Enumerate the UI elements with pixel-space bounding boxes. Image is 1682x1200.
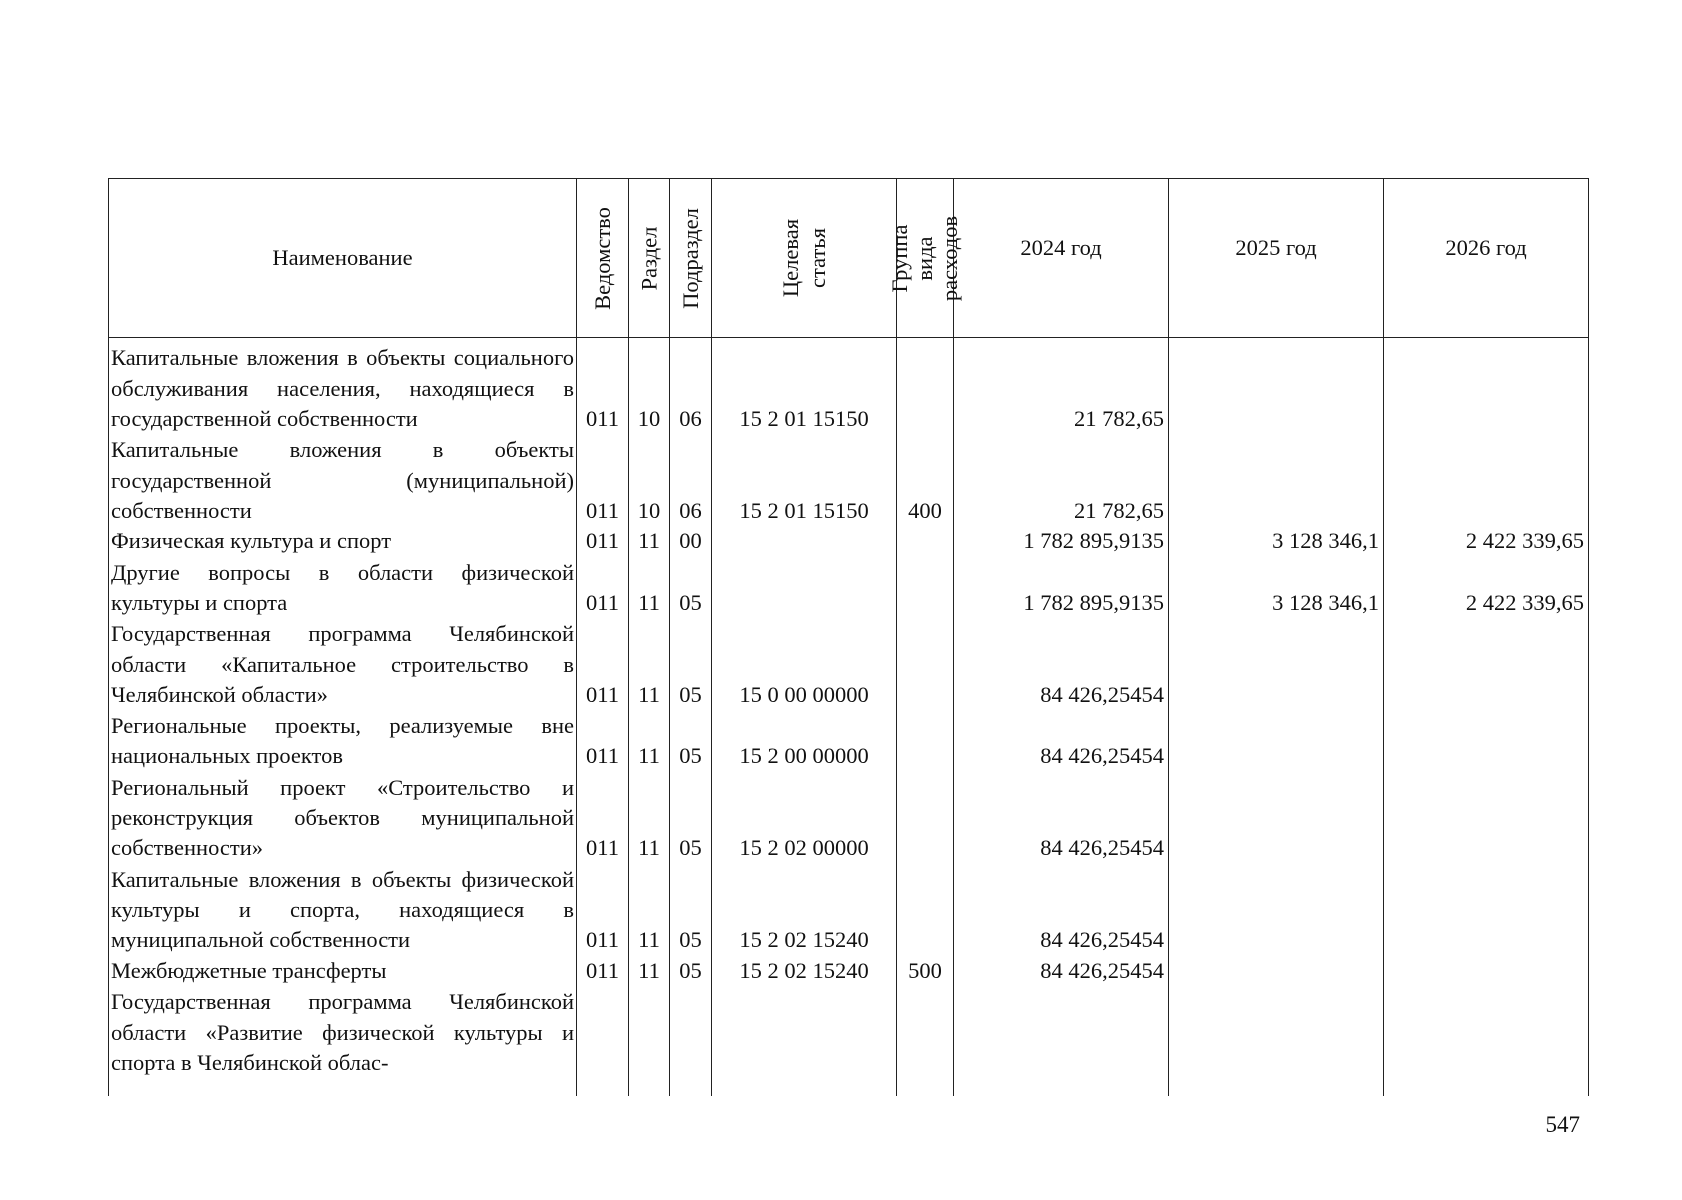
cell-gruppa xyxy=(897,986,954,1078)
cell-vedomstvo: 011 xyxy=(577,526,629,557)
cell-gruppa xyxy=(897,557,954,618)
cell-podrazdel: 05 xyxy=(670,863,712,955)
cell-2026 xyxy=(1384,771,1589,863)
cell-razdel: 11 xyxy=(629,710,670,771)
table-row xyxy=(109,863,1589,955)
cell-vedomstvo: 011 xyxy=(577,955,629,986)
cell-celevaya-statya xyxy=(712,986,897,1078)
cell-celevaya-statya: 15 2 02 00000 xyxy=(712,771,897,863)
cell-razdel: 10 xyxy=(629,338,670,435)
cell-celevaya-statya: 15 2 02 15240 xyxy=(712,863,897,955)
cell-podrazdel: 00 xyxy=(670,526,712,557)
cell-razdel: 11 xyxy=(629,863,670,955)
filler-cell xyxy=(954,1078,1169,1096)
cell-2025 xyxy=(1169,863,1384,955)
header-podrazdel: Подраздел xyxy=(670,179,712,338)
cell-podrazdel: 05 xyxy=(670,557,712,618)
cell-podrazdel: 06 xyxy=(670,434,712,526)
cell-gruppa xyxy=(897,863,954,955)
cell-podrazdel: 05 xyxy=(670,618,712,710)
cell-2024: 21 782,65 xyxy=(954,338,1169,435)
cell-2025: 3 128 346,1 xyxy=(1169,557,1384,618)
cell-gruppa xyxy=(897,618,954,710)
header-razdel: Раздел xyxy=(629,179,670,338)
cell-celevaya-statya: 15 2 02 15240 xyxy=(712,955,897,986)
cell-2024: 1 782 895,9135 xyxy=(954,526,1169,557)
table-row xyxy=(109,771,1589,863)
cell-celevaya-statya: 15 0 00 00000 xyxy=(712,618,897,710)
cell-name: Межбюджетные трансферты xyxy=(109,955,577,986)
cell-podrazdel xyxy=(670,986,712,1078)
cell-vedomstvo: 011 xyxy=(577,863,629,955)
table-body xyxy=(109,338,1589,1097)
cell-podrazdel: 05 xyxy=(670,710,712,771)
header-2024: 2024 год xyxy=(954,179,1169,338)
table-row xyxy=(109,557,1589,618)
cell-vedomstvo: 011 xyxy=(577,557,629,618)
cell-name: Капитальные вложения в объекты физической культуры и спорта, находящиеся в муниципальной собственности xyxy=(109,863,577,955)
header-2026: 2026 год xyxy=(1384,179,1589,338)
cell-name: Региональные проекты, реализуемые вне национальных проектов xyxy=(109,710,577,771)
cell-2024: 84 426,25454 xyxy=(954,771,1169,863)
cell-2026 xyxy=(1384,710,1589,771)
table-row xyxy=(109,338,1589,435)
cell-gruppa xyxy=(897,526,954,557)
cell-2025 xyxy=(1169,710,1384,771)
cell-name: Физическая культура и спорт xyxy=(109,526,577,557)
cell-2024: 84 426,25454 xyxy=(954,863,1169,955)
cell-razdel: 11 xyxy=(629,771,670,863)
cell-razdel: 10 xyxy=(629,434,670,526)
header-2025: 2025 год xyxy=(1169,179,1384,338)
cell-2026: 2 422 339,65 xyxy=(1384,526,1589,557)
cell-2026 xyxy=(1384,618,1589,710)
budget-table xyxy=(108,178,1589,1096)
cell-2024: 84 426,25454 xyxy=(954,955,1169,986)
header-row xyxy=(109,179,1589,338)
cell-vedomstvo: 011 xyxy=(577,338,629,435)
cell-2025 xyxy=(1169,771,1384,863)
filler-cell xyxy=(1384,1078,1589,1096)
cell-vedomstvo: 011 xyxy=(577,710,629,771)
filler-cell xyxy=(1169,1078,1384,1096)
cell-vedomstvo: 011 xyxy=(577,434,629,526)
table-filler-row xyxy=(109,1078,1589,1096)
cell-2025 xyxy=(1169,955,1384,986)
cell-2024: 1 782 895,9135 xyxy=(954,557,1169,618)
table-row xyxy=(109,434,1589,526)
cell-2026 xyxy=(1384,338,1589,435)
cell-podrazdel: 06 xyxy=(670,338,712,435)
header-celevaya-statya: Целевая статья xyxy=(712,179,897,338)
cell-2024: 84 426,25454 xyxy=(954,710,1169,771)
filler-cell xyxy=(712,1078,897,1096)
header-gruppa-vida-rashodov: Группа вида расходов xyxy=(897,179,954,338)
cell-razdel: 11 xyxy=(629,557,670,618)
cell-2024 xyxy=(954,986,1169,1078)
cell-2024: 84 426,25454 xyxy=(954,618,1169,710)
cell-gruppa xyxy=(897,771,954,863)
cell-celevaya-statya: 15 2 00 00000 xyxy=(712,710,897,771)
table-row xyxy=(109,986,1589,1078)
cell-vedomstvo xyxy=(577,986,629,1078)
page-number: 547 xyxy=(1545,1112,1580,1137)
cell-celevaya-statya xyxy=(712,526,897,557)
table-row xyxy=(109,955,1589,986)
filler-cell xyxy=(629,1078,670,1096)
cell-2025 xyxy=(1169,338,1384,435)
cell-2026 xyxy=(1384,434,1589,526)
cell-name: Государственная программа Челябинской области «Развитие физической культуры и спорта в Челябинской облас- xyxy=(109,986,577,1078)
cell-2025: 3 128 346,1 xyxy=(1169,526,1384,557)
cell-name: Капитальные вложения в объекты социального обслуживания населения, находящиеся в государственной собственности xyxy=(109,338,577,435)
cell-razdel: 11 xyxy=(629,618,670,710)
cell-podrazdel: 05 xyxy=(670,771,712,863)
cell-vedomstvo: 011 xyxy=(577,771,629,863)
cell-name: Другие вопросы в области физической культуры и спорта xyxy=(109,557,577,618)
cell-celevaya-statya xyxy=(712,557,897,618)
cell-razdel: 11 xyxy=(629,955,670,986)
cell-celevaya-statya: 15 2 01 15150 xyxy=(712,338,897,435)
cell-gruppa xyxy=(897,338,954,435)
cell-2025 xyxy=(1169,986,1384,1078)
cell-gruppa xyxy=(897,710,954,771)
cell-razdel: 11 xyxy=(629,526,670,557)
cell-2026 xyxy=(1384,986,1589,1078)
filler-cell xyxy=(897,1078,954,1096)
cell-vedomstvo: 011 xyxy=(577,618,629,710)
table-row xyxy=(109,710,1589,771)
cell-2026 xyxy=(1384,955,1589,986)
header-vedomstvo: Ведомство xyxy=(577,179,629,338)
cell-2026: 2 422 339,65 xyxy=(1384,557,1589,618)
filler-cell xyxy=(109,1078,577,1096)
table-row xyxy=(109,526,1589,557)
filler-cell xyxy=(670,1078,712,1096)
cell-2026 xyxy=(1384,863,1589,955)
cell-razdel xyxy=(629,986,670,1078)
cell-podrazdel: 05 xyxy=(670,955,712,986)
table-row xyxy=(109,618,1589,710)
cell-name: Капитальные вложения в объекты государственной (муниципальной) собственности xyxy=(109,434,577,526)
cell-name: Государственная программа Челябинской области «Капитальное строительство в Челябинской области» xyxy=(109,618,577,710)
cell-gruppa: 500 xyxy=(897,955,954,986)
cell-2024: 21 782,65 xyxy=(954,434,1169,526)
cell-celevaya-statya: 15 2 01 15150 xyxy=(712,434,897,526)
cell-2025 xyxy=(1169,618,1384,710)
cell-name: Региональный проект «Строительство и реконструкция объектов муниципальной собственности» xyxy=(109,771,577,863)
cell-gruppa: 400 xyxy=(897,434,954,526)
filler-cell xyxy=(577,1078,629,1096)
cell-2025 xyxy=(1169,434,1384,526)
header-name: Наименование xyxy=(109,179,577,338)
